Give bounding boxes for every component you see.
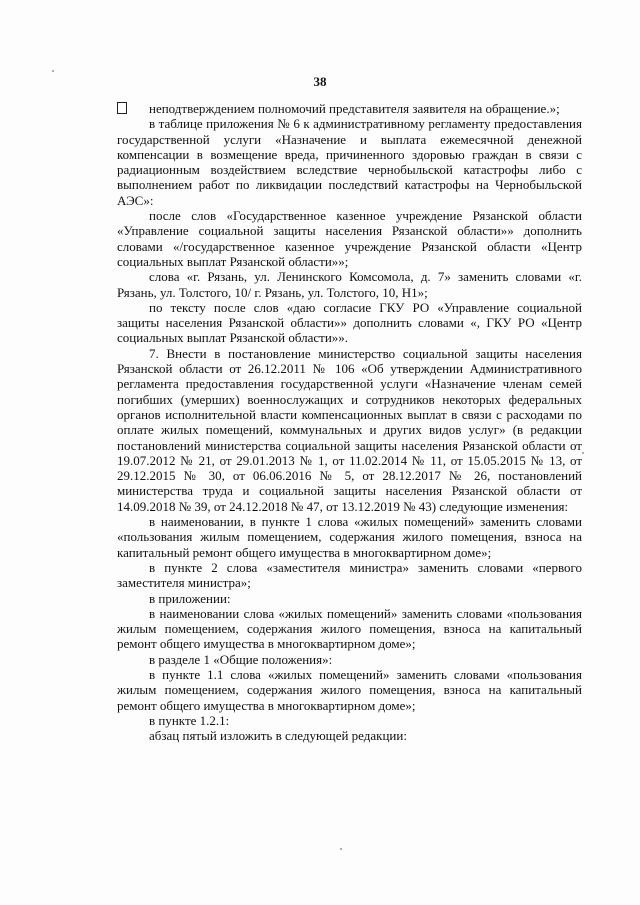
scan-speck	[582, 452, 584, 454]
page-number: 38	[313, 74, 327, 89]
paragraph	[117, 101, 582, 116]
paragraph: 7. Внести в постановление министерство социальной защиты населения Рязанской области от 26.12.2011 № 106 «Об утверждении Административного регламента предоставления государственной услуги «Назначение членам семей погибших (умерших) военнослужащих и сотрудников некоторых федеральных органов исполнительной власти компенсационных выплат в связи с расходами по оплате жилых помещений, коммунальных и других видов услуг» (в редакции постановлений министерства социальной защиты населения Рязанской области от 19.07.2012 № 21, от 29.01.2013 № 1, от 11.02.2014 № 11, от 15.05.2015 № 13, от 29.12.2015 № 30, от 06.06.2016 № 5, от 28.12.2017 № 26, постановлений министерства труда и социальной защиты населения Рязанской области от 14.09.2018 № 39, от 24.12.2018 № 47, от 13.12.2019 № 43) следующие изменения:	[117, 345, 582, 514]
checkbox-glyph-icon	[117, 102, 127, 114]
paragraph: в приложении:	[149, 590, 231, 606]
document-body	[117, 101, 582, 743]
paragraph: по тексту после слов «даю согласие ГКУ РО «Управление социальной защиты населения Рязанской области»» дополнить словами «, ГКУ РО «Центр социальных выплат Рязанской области»».	[117, 299, 582, 346]
paragraph: абзац пятый изложить в следующей редакции:	[149, 728, 407, 744]
paragraph: в пункте 1.2.1:	[149, 712, 230, 728]
paragraph: в наименовании, в пункте 1 слова «жилых помещений» заменить словами «пользования жилым помещением, содержания жилого помещения, взноса на капитальный ремонт общего имущества в многоквартирном доме»;	[117, 514, 582, 560]
scan-speck	[52, 70, 54, 72]
paragraph: после слов «Государственное казенное учреждение Рязанской области «Управление социальной защиты населения Рязанской области»» дополнить словами «/государственное казенное учреждение Рязанской области «Центр социальных выплат Рязанской области»»;	[117, 208, 582, 269]
paragraph: в таблице приложения № 6 к административному регламенту предоставления государственной услуги «Назначение и выплата ежемесячной денежной компенсации в возмещение вреда, причиненного здоровью граждан в связи с радиационным воздействием вследствие чернобыльской катастрофы либо с выполнением работ по ликвидации последствий катастрофы на Чернобыльской АЭС»:	[117, 116, 582, 208]
paragraph: в разделе 1 «Общие положения»:	[149, 651, 333, 667]
paragraph: в пункте 2 слова «заместителя министра» заменить словами «первого заместителя министра»;	[117, 559, 582, 591]
paragraph: в наименовании слова «жилых помещений» заменить словами «пользования жилым помещением, содержания жилого помещения, взноса на капитальный ремонт общего имущества в многоквартирном доме»;	[117, 605, 582, 652]
paragraph-text: неподтверждением полномочий представителя заявителя на обращение.»;	[149, 101, 560, 116]
scan-speck	[340, 848, 342, 850]
paragraph: в пункте 1.1 слова «жилых помещений» заменить словами «пользования жилым помещением, содержания жилого помещения, взноса на капитальный ремонт общего имущества в многоквартирном доме»;	[117, 666, 582, 713]
paragraph: слова «г. Рязань, ул. Ленинского Комсомола, д. 7» заменить словами «г. Рязань, ул. Толстого, 10/ г. Рязань, ул. Толстого, 10, Н1»;	[117, 269, 582, 300]
